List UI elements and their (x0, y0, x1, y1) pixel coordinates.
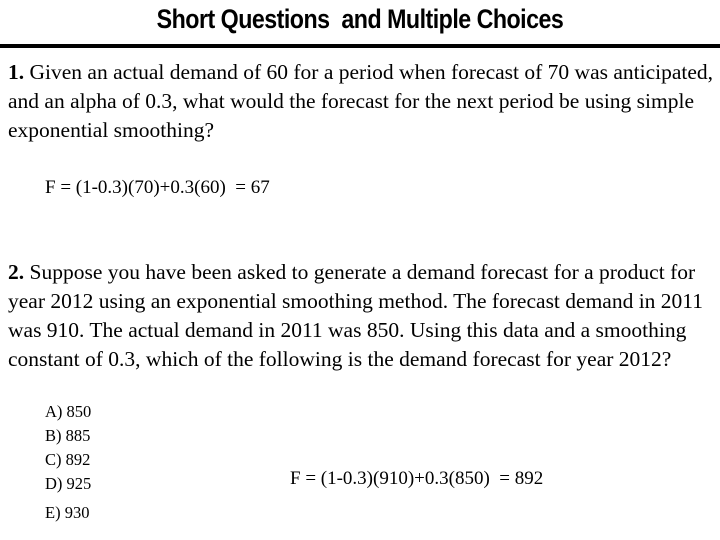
choice-b: B) 885 (45, 426, 91, 445)
question-2-text: Suppose you have been asked to generate a demand forecast for a product for year 2012 using an exponential smoothing method. The forecast demand in 2011 was 910. The actual demand in 2011 was 850. Using this data and a smoothing constant of 0.3, which of the following is the demand forecast for year 2012? (8, 260, 704, 371)
title-underline (0, 44, 720, 48)
slide-title: Short Questions and Multiple Choices (156, 4, 564, 34)
question-1 (8, 58, 714, 145)
question-1-text: Given an actual demand of 60 for a period when forecast of 70 was anticipated, and an alpha of 0.3, what would the forecast for the next period be using simple exponential smoothing? (8, 60, 714, 142)
question-1-number: 1. (8, 60, 25, 84)
choice-a: A) 850 (45, 402, 92, 421)
choice-d: D) 925 (45, 474, 92, 493)
choice-c: C) 892 (45, 450, 91, 469)
question-1-solution: F = (1-0.3)(70)+0.3(60) = 67 (45, 177, 270, 198)
question-2 (8, 258, 714, 374)
question-2-number: 2. (8, 260, 25, 284)
question-2-solution: F = (1-0.3)(910)+0.3(850) = 892 (290, 468, 544, 489)
choice-e: E) 930 (45, 503, 90, 522)
question-2-choices (45, 400, 91, 525)
